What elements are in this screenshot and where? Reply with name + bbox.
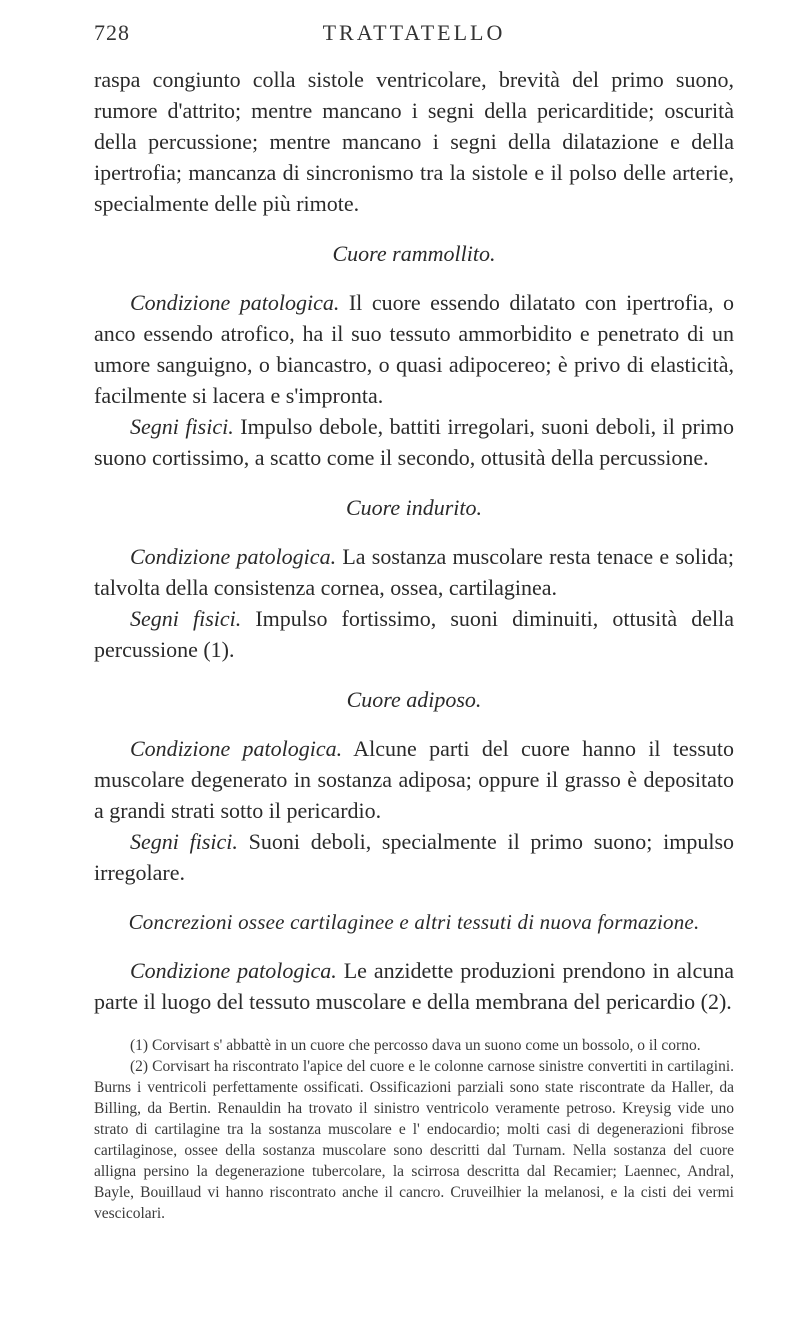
condition-label: Condizione patologica. <box>130 736 343 761</box>
footnote-2 <box>94 1056 734 1224</box>
page-number: 728 <box>94 20 130 45</box>
footnote-number: (2) <box>130 1058 149 1075</box>
condition-text: Il cuore essendo dilatato con ipertrofia, o anco essendo atrofico, ha il suo tessuto ammorbidito e penetrato di un umore sanguigno, o biancastro, o quasi adipocereo; è privo di elasticità, facilmente si lacera e s'impronta. <box>94 290 734 408</box>
footnote-text: Corvisart s' abbattè in un cuore che percosso dava un suono come un bossolo, o il corno. <box>151 1037 701 1054</box>
signs-paragraph <box>94 826 734 888</box>
condition-paragraph <box>94 955 734 1017</box>
condition-label: Condizione patologica. <box>130 544 337 569</box>
condition-label: Condizione patologica. <box>130 290 340 315</box>
footnotes <box>94 1035 734 1224</box>
signs-label: Segni fisici. <box>130 829 238 854</box>
footnote-text: Corvisart ha riscontrato l'apice del cuore e le colonne carnose sinistre convertiti in cartilagini. Burns i ventricoli perfettamente ossificati. Ossificazioni parziali sono state riscontrate da Haller, da Billing, da Bertin. Renauldin ha trovato il sinistro ventricolo veramente petroso. Kreysig vide uno strato di cartilagine tra la sostanza muscolare e l' endocardio; molti casi di degenerazioni fibrose cartilaginose, ossee della sostanza muscolare sono descritti dal Turnam. Nella sostanza del cuore alligna persino la degenerazione tubercolare, la scirrosa descritta dal Recamier; Laennec, Andral, Bayle, Bouillaud vi hanno riscontrato anche il cancro. Cruveilhier la melanosi, e la cisti dei vermi vescicolari. <box>94 1058 735 1222</box>
signs-label: Segni fisici. <box>130 414 234 439</box>
section-title-cuore-rammollito: Cuore rammollito. <box>332 241 496 266</box>
condition-paragraph <box>94 541 734 603</box>
footnote-1 <box>94 1035 734 1056</box>
section-title-concrezioni: Concrezioni ossee cartilaginee e altri tessuti di nuova formazione. <box>128 910 700 934</box>
condition-text: Le anzidette produzioni prendono in alcuna parte il luogo del tessuto muscolare e della membrana del pericardio (2). <box>94 958 735 1014</box>
signs-label: Segni fisici. <box>130 606 242 631</box>
footnote-number: (1) <box>130 1037 149 1054</box>
signs-paragraph <box>94 603 734 665</box>
intro-paragraph: raspa congiunto colla sistole ventricolare, brevità del primo suono, rumore d'attrito; mentre mancano i segni della pericarditide; oscurità della percussione; mentre mancano i segni della dilatazione e della ipertrofia; mancanza di sincronismo tra la sistole e il polso delle arterie, specialmente delle più rimote. <box>94 67 734 216</box>
condition-paragraph <box>94 733 734 826</box>
section-title-cuore-adiposo: Cuore adiposo. <box>346 687 482 712</box>
section-title-cuore-indurito: Cuore indurito. <box>345 495 483 520</box>
signs-text: Impulso debole, battiti irregolari, suoni deboli, il primo suono cortissimo, a scatto come il secondo, ottusità della percussione. <box>94 414 735 470</box>
running-title: TRATTATELLO <box>322 20 506 45</box>
condition-text: La sostanza muscolare resta tenace e solida; talvolta della consistenza cornea, ossea, cartilaginea. <box>94 544 734 600</box>
condition-text: Alcune parti del cuore hanno il tessuto muscolare degenerato in sostanza adiposa; oppure il grasso è depositato a grandi strati sotto il pericardio. <box>94 736 734 823</box>
signs-text: Suoni deboli, specialmente il primo suono; impulso irregolare. <box>94 829 735 885</box>
condition-label: Condizione patologica. <box>130 958 337 983</box>
page-header <box>94 12 734 52</box>
signs-paragraph <box>94 411 734 473</box>
signs-text: Impulso fortissimo, suoni diminuiti, ottusità della percussione (1). <box>94 606 735 662</box>
page-body <box>94 64 734 1224</box>
condition-paragraph <box>94 287 734 411</box>
